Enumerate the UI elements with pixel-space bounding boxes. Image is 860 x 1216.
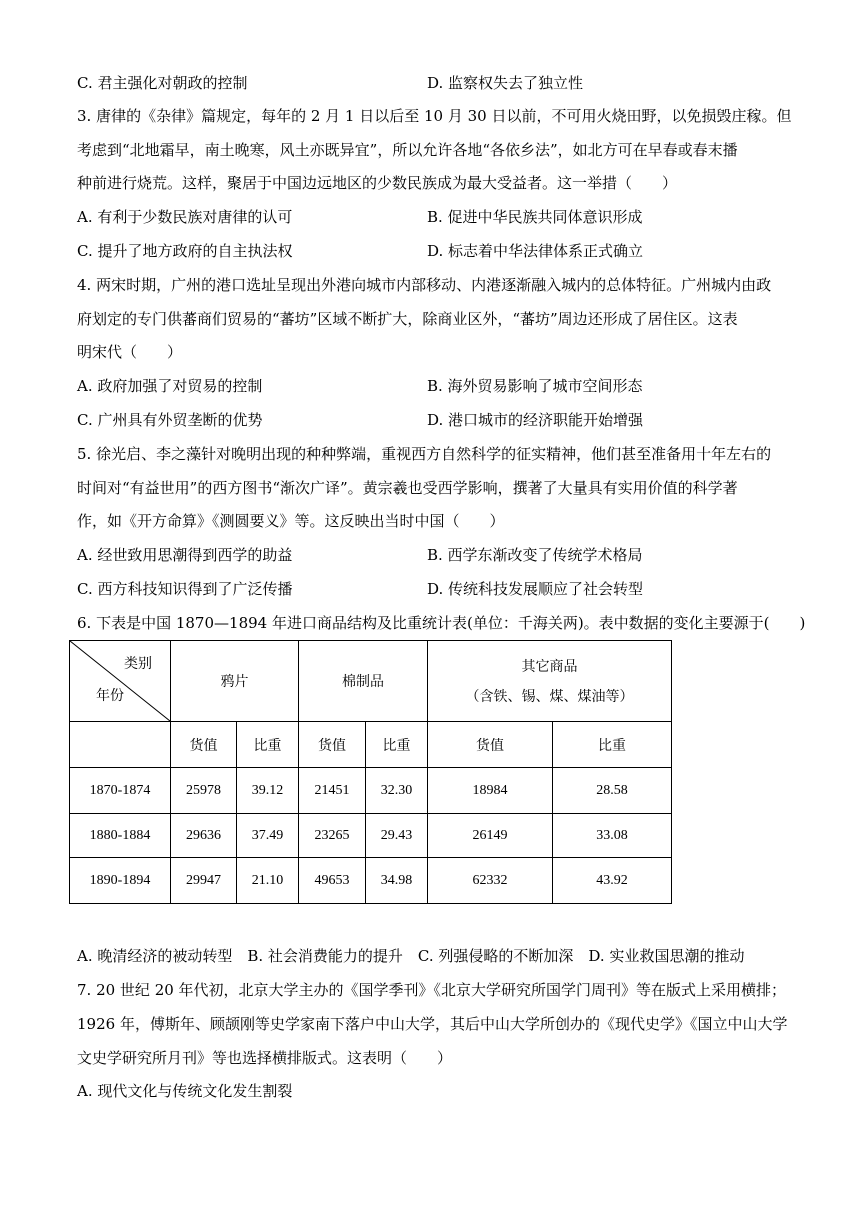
subheader-cell: 货值	[299, 722, 366, 768]
table-cell: 28.58	[553, 768, 672, 814]
corner-category-label: 类别	[124, 657, 152, 672]
table-cell: 33.08	[553, 814, 672, 858]
table-cell: 23265	[299, 814, 366, 858]
q7-stem-line-2: 1926 年，傅斯年、顾颉刚等史学家南下落户中山大学，其后中山大学所创办的《现代史学》《国立中山大学	[77, 1015, 788, 1033]
q4-option-a: A. 政府加强了对贸易的控制	[77, 377, 263, 395]
q4-option-d: D. 港口城市的经济职能开始增强	[427, 411, 644, 429]
q2-option-d: D. 监察权失去了独立性	[427, 74, 584, 92]
table-cell: 43.92	[553, 858, 672, 904]
corner-year-label: 年份	[96, 689, 124, 704]
table-cell: 29636	[171, 814, 237, 858]
q5-option-d: D. 传统科技发展顺应了社会转型	[427, 580, 644, 598]
q4-stem-line-1: 4. 两宋时期，广州的港口选址呈现出外港向城市内部移动、内港逐渐融入城内的总体特征。广州城内由政	[77, 276, 772, 294]
q5-stem-line-2: 时间对“有益世用”的西方图书“渐次广译”。黄宗羲也受西学影响，撰著了大量具有实用价值的科学著	[77, 479, 738, 497]
q3-option-b: B. 促进中华民族共同体意识形成	[427, 208, 643, 226]
q4-option-b: B. 海外贸易影响了城市空间形态	[427, 377, 643, 395]
q4-option-c: C. 广州具有外贸垄断的优势	[77, 411, 263, 429]
q4-stem-line-2: 府划定的专门供蕃商们贸易的“蕃坊”区域不断扩大，除商业区外，“蕃坊”周边还形成了居住区。这表	[77, 310, 738, 328]
diagonal-divider	[70, 641, 170, 721]
table-cell: 49653	[299, 858, 366, 904]
q7-stem-line-1: 7. 20 世纪 20 年代初，北京大学主办的《国学季刊》《北京大学研究所国学门周刊》等在版式上采用横排；	[77, 981, 787, 999]
subheader-cell: 比重	[553, 722, 672, 768]
q6-stem: 6. 下表是中国 1870—1894 年进口商品结构及比重统计表(单位：千海关两)。表中数据的变化主要源于( )	[77, 614, 806, 632]
q5-stem-line-3: 作，如《开方命算》《测圆要义》等。这反映出当时中国（ ）	[77, 512, 505, 530]
q2-option-c: C. 君主强化对朝政的控制	[77, 74, 248, 92]
table-cell: 29.43	[366, 814, 428, 858]
table-row	[70, 858, 672, 904]
group-header-opium: 鸦片	[171, 641, 299, 722]
group-header-other-note: （含铁、锡、煤、煤油等）	[465, 690, 634, 705]
q5-option-a: A. 经世致用思潮得到西学的助益	[77, 546, 293, 564]
group-header-cotton: 棉制品	[299, 641, 428, 722]
table-cell: 29947	[171, 858, 237, 904]
q7-stem-line-3: 文史学研究所月刊》等也选择横排版式。这表明（ ）	[77, 1049, 453, 1067]
table-cell: 21.10	[237, 858, 299, 904]
table-row	[70, 768, 672, 814]
q3-option-a: A. 有利于少数民族对唐律的认可	[77, 208, 293, 226]
table-row	[70, 814, 672, 858]
group-header-other	[428, 641, 672, 722]
table-cell: 21451	[299, 768, 366, 814]
subheader-cell: 货值	[428, 722, 553, 768]
table-cell: 37.49	[237, 814, 299, 858]
q4-stem-line-3: 明宋代（ ）	[77, 343, 183, 361]
table-cell: 34.98	[366, 858, 428, 904]
q3-option-c: C. 提升了地方政府的自主执法权	[77, 242, 293, 260]
q3-option-d: D. 标志着中华法律体系正式确立	[427, 242, 644, 260]
q5-option-b: B. 西学东渐改变了传统学术格局	[427, 546, 643, 564]
q3-stem-line-2: 考虑到“北地霜早，南土晚寒，风土亦既异宜”，所以允许各地“各依乡法”，如北方可在早春或春末播	[77, 141, 738, 159]
q6-options: A. 晚清经济的被动转型 B. 社会消费能力的提升 C. 列强侵略的不断加深 D. 实业救国思潮的推动	[77, 947, 745, 965]
subheader-cell: 比重	[237, 722, 299, 768]
table-cell: 62332	[428, 858, 553, 904]
row-year: 1880-1884	[70, 814, 171, 858]
table-cell: 39.12	[237, 768, 299, 814]
q3-stem-line-3: 种前进行烧荒。这样，聚居于中国边远地区的少数民族成为最大受益者。这一举措（ ）	[77, 174, 678, 192]
row-year: 1870-1874	[70, 768, 171, 814]
table-cell: 26149	[428, 814, 553, 858]
q7-option-a: A. 现代文化与传统文化发生割裂	[77, 1082, 293, 1100]
import-structure-table	[69, 640, 672, 904]
table-cell: 25978	[171, 768, 237, 814]
subheader-cell: 比重	[366, 722, 428, 768]
table-corner-header	[70, 641, 171, 722]
q5-stem-line-1: 5. 徐光启、李之藻针对晚明出现的种种弊端，重视西方自然科学的征实精神，他们甚至准备用十年左右的	[77, 445, 772, 463]
row-year: 1890-1894	[70, 858, 171, 904]
subheader-empty	[70, 722, 171, 768]
table-cell: 32.30	[366, 768, 428, 814]
table-cell: 18984	[428, 768, 553, 814]
q5-option-c: C. 西方科技知识得到了广泛传播	[77, 580, 293, 598]
q3-stem-line-1: 3. 唐律的《杂律》篇规定，每年的 2 月 1 日以后至 10 月 30 日以前，不可用火烧田野，以免损毁庄稼。但	[77, 107, 792, 125]
subheader-cell: 货值	[171, 722, 237, 768]
group-header-other-title: 其它商品	[521, 660, 578, 675]
